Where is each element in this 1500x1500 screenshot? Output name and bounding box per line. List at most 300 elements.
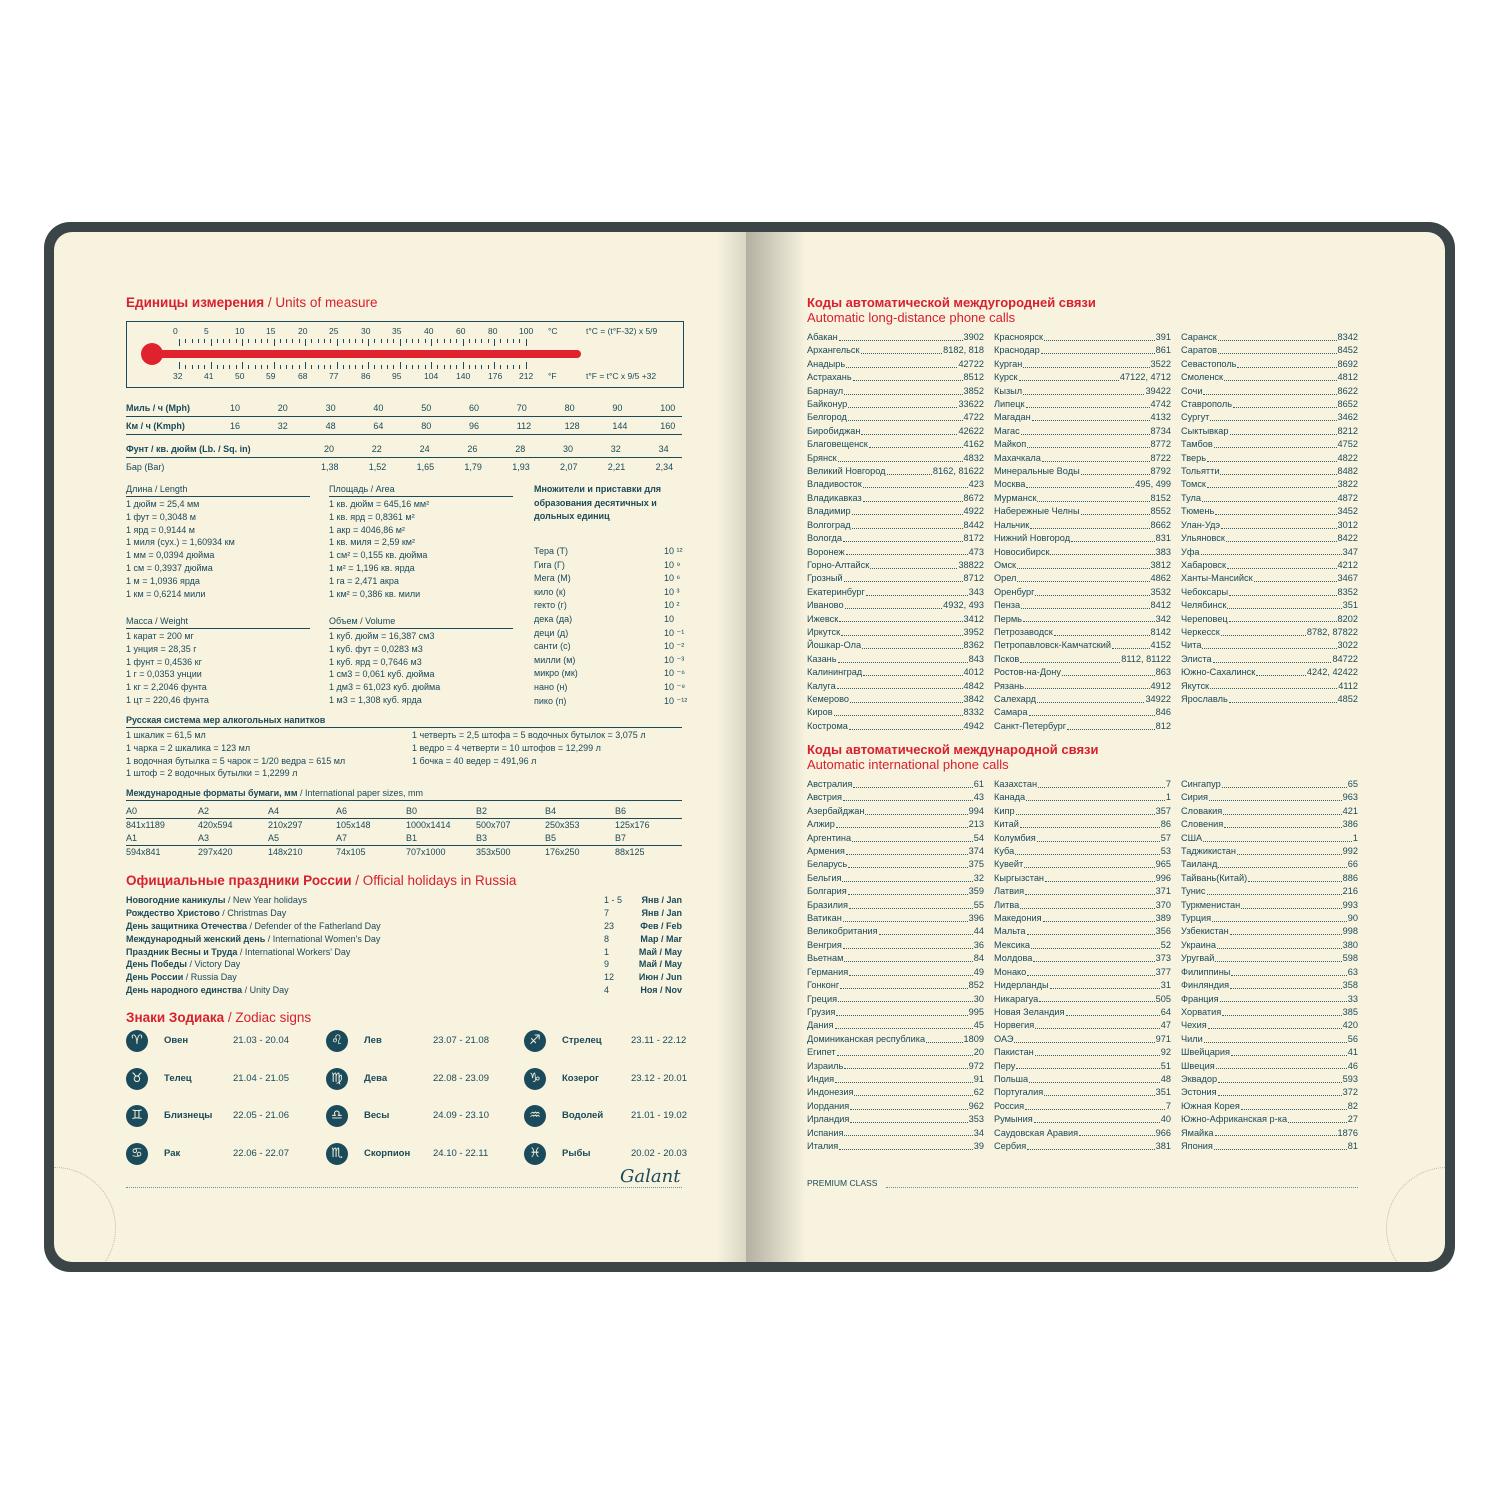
phone-code-row [807, 966, 984, 979]
leader-dots [1209, 791, 1342, 801]
phone-code-row [807, 599, 984, 612]
phone-code-row [1181, 519, 1358, 532]
intercity-col-2 [994, 331, 1171, 733]
paper-cell: A2 [198, 806, 210, 816]
city-name: Кувейт [994, 859, 1024, 870]
phone-code-row [807, 899, 984, 912]
city-name: Монако [994, 966, 1027, 977]
leader-dots [1035, 1019, 1160, 1029]
paper-cell: B7 [615, 833, 627, 843]
scale-tick [406, 339, 407, 343]
leader-dots [1014, 1033, 1154, 1043]
phone-code-row [807, 331, 984, 344]
city-name: Литва [994, 899, 1020, 910]
dial-code: 4132 [1150, 412, 1171, 423]
list-line: 10 ⁻¹ [664, 627, 685, 638]
city-name: Колумбия [994, 832, 1036, 843]
leader-dots [1222, 778, 1347, 788]
city-name: Канада [994, 792, 1026, 803]
dial-code: 380 [1342, 939, 1358, 950]
leader-dots [850, 1113, 967, 1123]
phone-code-row [1181, 599, 1358, 612]
leader-dots [1231, 966, 1346, 976]
city-name: Австрия [807, 792, 842, 803]
holiday-name [126, 894, 307, 907]
paper-cell: 148x210 [268, 847, 303, 857]
city-name: Череповец [1181, 613, 1228, 624]
phone-code-row [1181, 952, 1358, 965]
dial-code: 423 [968, 479, 984, 490]
phone-code-row [994, 371, 1171, 384]
leader-dots [848, 411, 963, 421]
scale-tick [185, 365, 186, 369]
city-name: Анадырь [807, 358, 846, 369]
table-cell: 100 [660, 403, 676, 413]
phone-code-row [1181, 832, 1358, 845]
phone-code-row [1181, 885, 1358, 898]
scale-tick [463, 362, 464, 369]
city-name: Швейцария [1181, 1047, 1231, 1058]
dial-code: 3532 [1150, 586, 1171, 597]
scale-tick [229, 339, 230, 343]
list-line: 1 ведро = 4 четверти = 10 штофов = 12,299 л [412, 742, 601, 753]
dial-code: 3952 [963, 626, 984, 637]
leader-dots [1027, 925, 1155, 935]
phone-code-row [807, 358, 984, 371]
scale-tick [400, 339, 401, 346]
phone-code-row [807, 613, 984, 626]
phone-code-row [994, 452, 1171, 465]
dial-code: 4212 [1337, 559, 1358, 570]
taurus-icon: ♉ [126, 1068, 148, 1090]
zodiac-name: Рак [164, 1147, 181, 1159]
scale-tick [526, 362, 527, 369]
footer-rule-left [126, 1187, 682, 1188]
virgo-icon: ♍ [326, 1068, 348, 1090]
city-name: Петрозаводск [994, 626, 1053, 637]
scale-tick [242, 362, 243, 369]
leader-dots [1017, 572, 1149, 582]
city-name: Польша [994, 1073, 1029, 1084]
city-name: Тольятти [1181, 466, 1220, 477]
dial-code: 4752 [1337, 439, 1358, 450]
phone-code-row [807, 586, 984, 599]
dial-code: 4152 [1150, 640, 1171, 651]
city-name: Беларусь [807, 859, 848, 870]
city-name: Индонезия [807, 1087, 854, 1098]
holiday-name [126, 907, 286, 920]
leader-dots [1037, 693, 1144, 703]
scale-tick [488, 339, 489, 343]
city-name: Россия [994, 1100, 1025, 1111]
paper-cell: 88x125 [615, 847, 645, 857]
dial-code: 347 [1342, 546, 1358, 557]
phone-code-row [1181, 398, 1358, 411]
leader-dots [844, 1127, 972, 1137]
leader-dots [1033, 952, 1154, 962]
leader-dots [844, 385, 962, 395]
celsius-tick-label: 20 [298, 326, 308, 336]
dial-code: 861 [1155, 345, 1171, 356]
scale-tick [406, 365, 407, 369]
scale-tick [198, 365, 199, 369]
city-name: Гонконг [807, 980, 840, 991]
leader-dots [1215, 505, 1336, 515]
city-name: Красноярск [994, 332, 1044, 342]
dial-code: 3022 [1337, 640, 1358, 651]
leader-dots [1210, 680, 1337, 690]
list-line: образования десятичных и [534, 497, 657, 508]
city-name: Эстония [1181, 1087, 1217, 1098]
leader-dots [1027, 966, 1154, 976]
leader-dots [1026, 791, 1165, 801]
scale-tick [305, 362, 306, 369]
scale-tick [481, 365, 482, 369]
phone-code-row [1181, 680, 1358, 693]
leader-dots [1045, 872, 1155, 882]
list-line: 1 см² = 0,155 кв. дюйма [329, 550, 428, 561]
city-name: Петропавловск-Камчатский [994, 640, 1112, 651]
holiday-name-en: / Russia Day [183, 972, 237, 983]
city-name: Таджикистан [1181, 846, 1236, 857]
dial-code: 8712 [963, 573, 984, 584]
sagittarius-icon: ♐ [524, 1030, 546, 1052]
phone-code-row [1181, 559, 1358, 572]
list-line: 1 шкалик = 61,5 мл [126, 730, 206, 740]
scale-tick [456, 339, 457, 343]
dial-code: 64 [1160, 1006, 1171, 1017]
city-name: Владикавказ [807, 492, 862, 503]
phone-code-row [994, 586, 1171, 599]
phone-code-row [1181, 966, 1358, 979]
city-name: Казахстан [994, 779, 1038, 789]
city-name: Иваново [807, 600, 844, 611]
city-name: Набережные Челны [994, 506, 1080, 517]
dial-code: 8162, 81622 [932, 466, 984, 477]
phone-code-row [994, 912, 1171, 925]
brand-logo: Galant [620, 1166, 681, 1187]
dial-code: 8152 [1150, 492, 1171, 503]
leader-dots [848, 858, 967, 868]
aries-icon: ♈ [126, 1030, 148, 1052]
dial-code: 4162 [963, 439, 984, 450]
leader-dots [850, 693, 963, 703]
dial-code: 40 [1160, 1114, 1171, 1125]
leader-dots [852, 505, 963, 515]
leader-dots [852, 519, 963, 529]
scale-tick [349, 339, 350, 343]
scale-tick [318, 365, 319, 369]
scale-tick [469, 365, 470, 369]
leader-dots [861, 425, 957, 435]
city-name: Орел [994, 573, 1017, 584]
list-line: Множители и приставки для [534, 484, 662, 494]
list-line: 1 водочная бутылка = 5 чарок = 1/20 ведра = 615 мл [126, 755, 346, 766]
paper-cell: 594x841 [126, 847, 161, 857]
holiday-name-ru: День Победы [126, 959, 187, 970]
dial-code: 4932, 493 [943, 600, 984, 611]
table-cell: 90 [612, 403, 623, 413]
dial-code: 56 [1347, 1033, 1358, 1044]
volume-list [329, 630, 440, 707]
holiday-name-ru: День России [126, 972, 184, 983]
leader-dots [1023, 358, 1149, 368]
phone-code-row [807, 680, 984, 693]
list-line: 1 м3 = 1,308 куб. ярда [329, 694, 422, 705]
leader-dots [836, 818, 968, 828]
scale-tick [274, 362, 275, 369]
dial-code: 1809 [963, 1033, 984, 1044]
table-cell: 32 [277, 421, 288, 431]
phone-code-row [994, 411, 1171, 424]
dial-code: 998 [1342, 926, 1358, 937]
dial-code: 370 [1155, 899, 1171, 910]
holiday-row [126, 984, 682, 997]
phone-code-row [807, 666, 984, 679]
leader-dots [862, 639, 962, 649]
leader-dots [870, 559, 957, 569]
paper-cell: B4 [545, 806, 557, 816]
phone-code-row [994, 559, 1171, 572]
list-line: 1 куб. ярд = 0,7646 м3 [329, 656, 422, 667]
dial-code: 4912 [1150, 680, 1171, 691]
dial-code: 84722 [1332, 653, 1358, 664]
list-line: 1 куб. дюйм = 16,387 см3 [329, 631, 435, 641]
table-cell: 40 [373, 403, 384, 413]
holiday-day: 4 [604, 985, 610, 996]
phone-code-row [1181, 371, 1358, 384]
zodiac-name: Лев [364, 1035, 382, 1046]
celsius-unit: °C [548, 326, 558, 336]
dial-code: 66 [1347, 859, 1358, 870]
leader-dots [1016, 805, 1155, 815]
corner-stitch [54, 1167, 116, 1262]
phone-code-row [994, 1006, 1171, 1019]
leader-dots [849, 966, 973, 976]
leader-dots [1021, 599, 1149, 609]
dial-code: 962 [968, 1100, 984, 1111]
dial-code: 3822 [1337, 479, 1358, 490]
paper-cell: 841x1189 [126, 820, 165, 830]
table-cell: 112 [516, 421, 532, 431]
phone-code-row [807, 1100, 984, 1113]
city-name: Элиста [1181, 653, 1212, 664]
holiday-name-ru: День защитника Отечества [126, 920, 248, 931]
city-name: Махачкала [994, 452, 1041, 463]
dial-code: 33 [1347, 993, 1358, 1004]
corner-stitch [1386, 1167, 1445, 1262]
prefixes-values [664, 545, 687, 708]
dial-code: 8482 [1337, 466, 1358, 477]
zodiac-dates: 22.08 - 23.09 [433, 1072, 489, 1084]
dial-code: 8512 [963, 372, 984, 383]
dial-code: 3412 [963, 613, 984, 624]
scale-tick [192, 365, 193, 369]
city-name: Мурманск [994, 492, 1037, 503]
scale-tick [437, 339, 438, 343]
table-cell: 24 [419, 444, 430, 454]
dial-code: 61 [973, 779, 984, 789]
scorpio-icon: ♏ [326, 1143, 348, 1165]
dial-code: 8202 [1337, 613, 1358, 624]
zodiac-dates: 20.02 - 20.03 [631, 1147, 687, 1159]
dial-code: 598 [1342, 953, 1358, 964]
zodiac-name: Овен [164, 1035, 189, 1046]
phone-code-row [807, 1060, 984, 1073]
leader-dots [1222, 1006, 1341, 1016]
leader-dots [1203, 385, 1336, 395]
city-name: Южная Корея [1181, 1100, 1240, 1111]
dial-code: 965 [1155, 859, 1171, 870]
phone-code-row [807, 720, 984, 733]
city-name: Кызыл [994, 385, 1023, 396]
city-name: Мексика [994, 939, 1031, 950]
holiday-name-en: / Unity Day [242, 985, 289, 996]
city-name: Нальчик [994, 519, 1030, 530]
fahrenheit-tick-label: 50 [235, 371, 245, 381]
leader-dots [1071, 532, 1155, 542]
scale-tick [324, 365, 325, 369]
table-cell: 16 [230, 421, 241, 431]
fahrenheit-tick-label: 212 [519, 371, 534, 381]
leader-dots [1218, 344, 1337, 354]
city-name: Калуга [807, 680, 836, 691]
list-line: 1 акр = 4046,86 м² [329, 524, 405, 535]
phone-code-row [994, 492, 1171, 505]
phone-code-row [994, 331, 1171, 344]
leader-dots [839, 1140, 972, 1150]
city-name: Тамбов [1181, 439, 1213, 450]
city-name: Кострома [807, 720, 848, 731]
phone-code-row [994, 791, 1171, 804]
leader-dots [840, 979, 967, 989]
list-line: 1 см3 = 0,061 куб. дюйма [329, 669, 435, 680]
scale-tick [318, 339, 319, 343]
zodiac-title: Знаки Зодиака / Zodiac signs [126, 1010, 312, 1025]
scale-tick [286, 365, 287, 369]
phone-code-row [807, 778, 984, 791]
scale-tick [393, 339, 394, 343]
leader-dots [863, 666, 962, 676]
leader-dots [843, 939, 973, 949]
scale-tick [513, 365, 514, 369]
international-col-3 [1181, 778, 1358, 1153]
dial-code: 31 [1160, 980, 1171, 991]
holiday-month: Мар / Mar [640, 933, 682, 944]
dial-code: 81 [1347, 1140, 1358, 1151]
city-name: Иркутск [807, 626, 841, 637]
holiday-name [126, 946, 350, 959]
phone-code-row [807, 478, 984, 491]
dial-code: 51 [1160, 1060, 1171, 1071]
city-name: Ватикан [807, 913, 842, 924]
dial-code: 20 [973, 1047, 984, 1058]
dial-code: 34 [973, 1127, 984, 1138]
phone-code-row [1181, 1060, 1358, 1073]
leader-dots [1230, 979, 1342, 989]
list-line: 1 дм3 = 61,023 куб. дюйма [329, 682, 441, 693]
scale-tick [444, 365, 445, 369]
city-name: Биробиджан [807, 425, 861, 436]
list-line: 10 ⁻¹² [664, 695, 688, 706]
city-name: Нидерланды [994, 980, 1049, 991]
dial-code: 4822 [1337, 452, 1358, 463]
phone-code-row [994, 1019, 1171, 1032]
dial-code: 57 [1160, 832, 1171, 843]
leader-dots [1081, 505, 1150, 515]
holidays-title: Официальные праздники России / Official holidays in Russia [126, 873, 517, 888]
list-line: 1 км² = 0,386 кв. мили [329, 588, 421, 599]
phone-code-row [1181, 546, 1358, 559]
scale-tick [255, 339, 256, 343]
list-line: 10 ⁻⁹ [664, 681, 686, 692]
holiday-month: Ноя / Nov [640, 985, 682, 996]
paper-cell: 420x594 [198, 820, 233, 830]
city-name: Вологда [807, 533, 843, 544]
table-cell: 28 [515, 444, 526, 454]
leader-dots [842, 872, 972, 882]
city-name: Греция [807, 993, 838, 1004]
leader-dots [1212, 912, 1347, 922]
table-cell: 128 [564, 421, 580, 431]
city-name: Белгород [807, 412, 847, 423]
phone-code-row [807, 1113, 984, 1126]
phone-code-row [994, 546, 1171, 559]
dial-code: 993 [1342, 899, 1358, 910]
zodiac-dates: 21.03 - 20.04 [233, 1035, 289, 1046]
phone-code-row [1181, 411, 1358, 424]
leader-dots [839, 613, 962, 623]
city-name: Брянск [807, 452, 837, 463]
holiday-name-en: / International Workers' Day [237, 946, 351, 957]
holiday-name-ru: Международный женский день [126, 933, 266, 944]
city-name: Новая Зеландия [994, 1006, 1065, 1017]
zodiac-dates: 23.11 - 22.12 [631, 1035, 687, 1046]
dial-code: 383 [1155, 546, 1171, 557]
phone-code-row [807, 1086, 984, 1099]
phone-code-row [807, 492, 984, 505]
scale-tick [248, 365, 249, 369]
phone-code-row [1181, 586, 1358, 599]
phone-code-row [994, 832, 1171, 845]
leader-dots [1256, 666, 1306, 676]
scale-tick [211, 362, 212, 369]
city-name: Венгрия [807, 939, 842, 950]
table-cell: 2,07 [560, 462, 578, 472]
paper-cell: B6 [615, 806, 627, 816]
scale-tick [261, 339, 262, 343]
scale-tick [229, 365, 230, 369]
scale-tick [412, 339, 413, 343]
table-cell: 30 [325, 403, 336, 413]
leader-dots [844, 1060, 967, 1070]
list-line: 1 мм = 0,0394 дюйма [126, 550, 215, 561]
holiday-day: 9 [604, 959, 610, 970]
international-col-2 [994, 778, 1171, 1153]
phone-code-row [1181, 1086, 1358, 1099]
dial-code: 812 [1155, 720, 1171, 731]
dial-code: 4722 [963, 412, 984, 423]
city-name: Ярославль [1181, 693, 1228, 704]
leader-dots [853, 371, 963, 381]
fahrenheit-tick-label: 41 [204, 371, 214, 381]
left-page: Единицы измерения / Units of measure °C °F t°C = (t°F-32) x 5/9 t°F = t°C x 9/5 +32 0 32 5 41 10 50 15 59 20 68 25 77 30 86 35 95 40 104 60 140 80 176 100 212 Миль / ч (Mph) 10 20 30 40 50 60 70 80 90 100 Км / ч (Kmph) 16 32 48 64 80 96 112 128 144 160 Фунт / кв. дюйм (Lb. / Sq. in) 20 22 24 26 28 30 32 34 Бар (Bar) 1,38 1,52 1,65 1,79 1,93 2,07 2,21 2,34 Длина / Length 1 дюйм = 25,4 мм 1 фут = 0,3048 м 1 ярд = 0,9144 м 1 миля (сух.) = 1,60934 км 1 мм = 0,0394 дюйма 1 см = 0,3937 дюйма 1 м = 1,0936 ярда 1 км = 0,6214 мили Площадь / Area 1 кв. дюйм = 645,16 мм² 1 кв. ярд = 0,8361 м² 1 акр = 4046,86 м² 1 кв. миля = 2,59 км² 1 см² = 0,155 кв. дюйма 1 м² = 1,196 кв. ярда 1 га = 2,471 акра 1 км² = 0,386 кв. мили Множители и приставки для образования десятичных и дольных единиц Тера (Т) Гига (Г) Мега (М) кило (к) гекто (г) дека (да) деци (д) санти (с) милли (м) микро (мк) нано (н) пико (п) 10 ¹² 10 ⁹ 10 ⁶ 10 ³ 10 ² 10 10 ⁻¹ 10 ⁻² 10 ⁻³ 10 ⁻⁶ 10 ⁻⁹ 10 ⁻¹² Масса / Weight 1 карат = 200 мг 1 унция = 28,35 г 1 фунт = 0,4536 кг 1 г = 0,0353 унции 1 кг = 2,2046 фунта 1 цт = 220,46 фунта Объем / Volume 1 куб. дюйм = 16,387 см3 1 куб. фут = 0,0283 м3 1 куб. ярд = 0,7646 м3 1 см3 = 0,061 куб. дюйма 1 дм3 = 61,023 куб. дюйма 1 м3 = 1,308 куб. ярда Русская система мер алкогольных напитков 1 шкалик = 61,5 мл 1 чарка = 2 шкалика = 123 мл 1 водочная бутылка = 5 чарок = 1/20 ведра = 615 мл 1 штоф = 2 водочных бутылки = 1,2299 л 1 четверть = 2,5 штофа = 5 водочных бутылок = 3,075 л 1 ведро = 4 четверти = 10 штофов = 12,299 л 1 бочка = 40 ведер = 491,96 л Международные форматы бумаги, мм / International paper sizes, mm A0 A2 A4 A6 B0 B2 B4 B6 841x1189 420x594 210x297 105x148 1000x1414 500x707 250x353 125x176 A1 A3 A5 A7 B1 B3 B5 B7 594x841 297x420 148x210 74x105 707x1000 353x500 176x250 88x125 Официальные праздники России / Official holidays in Russia Новогодние каникулы / New Year holidays 1 - 5 Янв / Jan Рождество Христово / Christmas Day 7 Янв / Jan День защитника Отечества / Defender of the Fatherland Day 23 Фев / Feb Международный женский день / International Women's Day 8 Мар / Mar Праздник Весны и Труда / International Workers' Day 1 Май / May День Победы / Victory Day 9 Май / May День России / Russia Day 12 Июн / Jun День народного единства / Unity Day 4 Ноя / Nov Знаки Зодиака / Zodiac signs Galant ♈ Овен 21.03 - 20.04 ♉ Телец 21.04 - 21.05 ♊ Близнецы 22.05 - 21.06 ♋ Рак 22.06 - 22.07 ♌ Лев 23.07 - 21.08 ♍ Дева 22.08 - 23.09 ♎ Весы 24.09 - 23.10 ♏ Скорпион 24.10 - 22.11 ♐ Стрелец 23.11 - 22.12 ♑ Козерог 23.12 - 20.01 ♒ Водолей 21.01 - 19.02 ♓ Рыбы 20.02 - 20.03 [54, 232, 746, 1262]
phone-code-row [807, 452, 984, 465]
leader-dots [1050, 979, 1160, 989]
dial-code: 386 [1342, 819, 1358, 830]
list-line: 10 ⁻⁶ [664, 668, 685, 679]
table-cell: 2,34 [655, 462, 674, 472]
